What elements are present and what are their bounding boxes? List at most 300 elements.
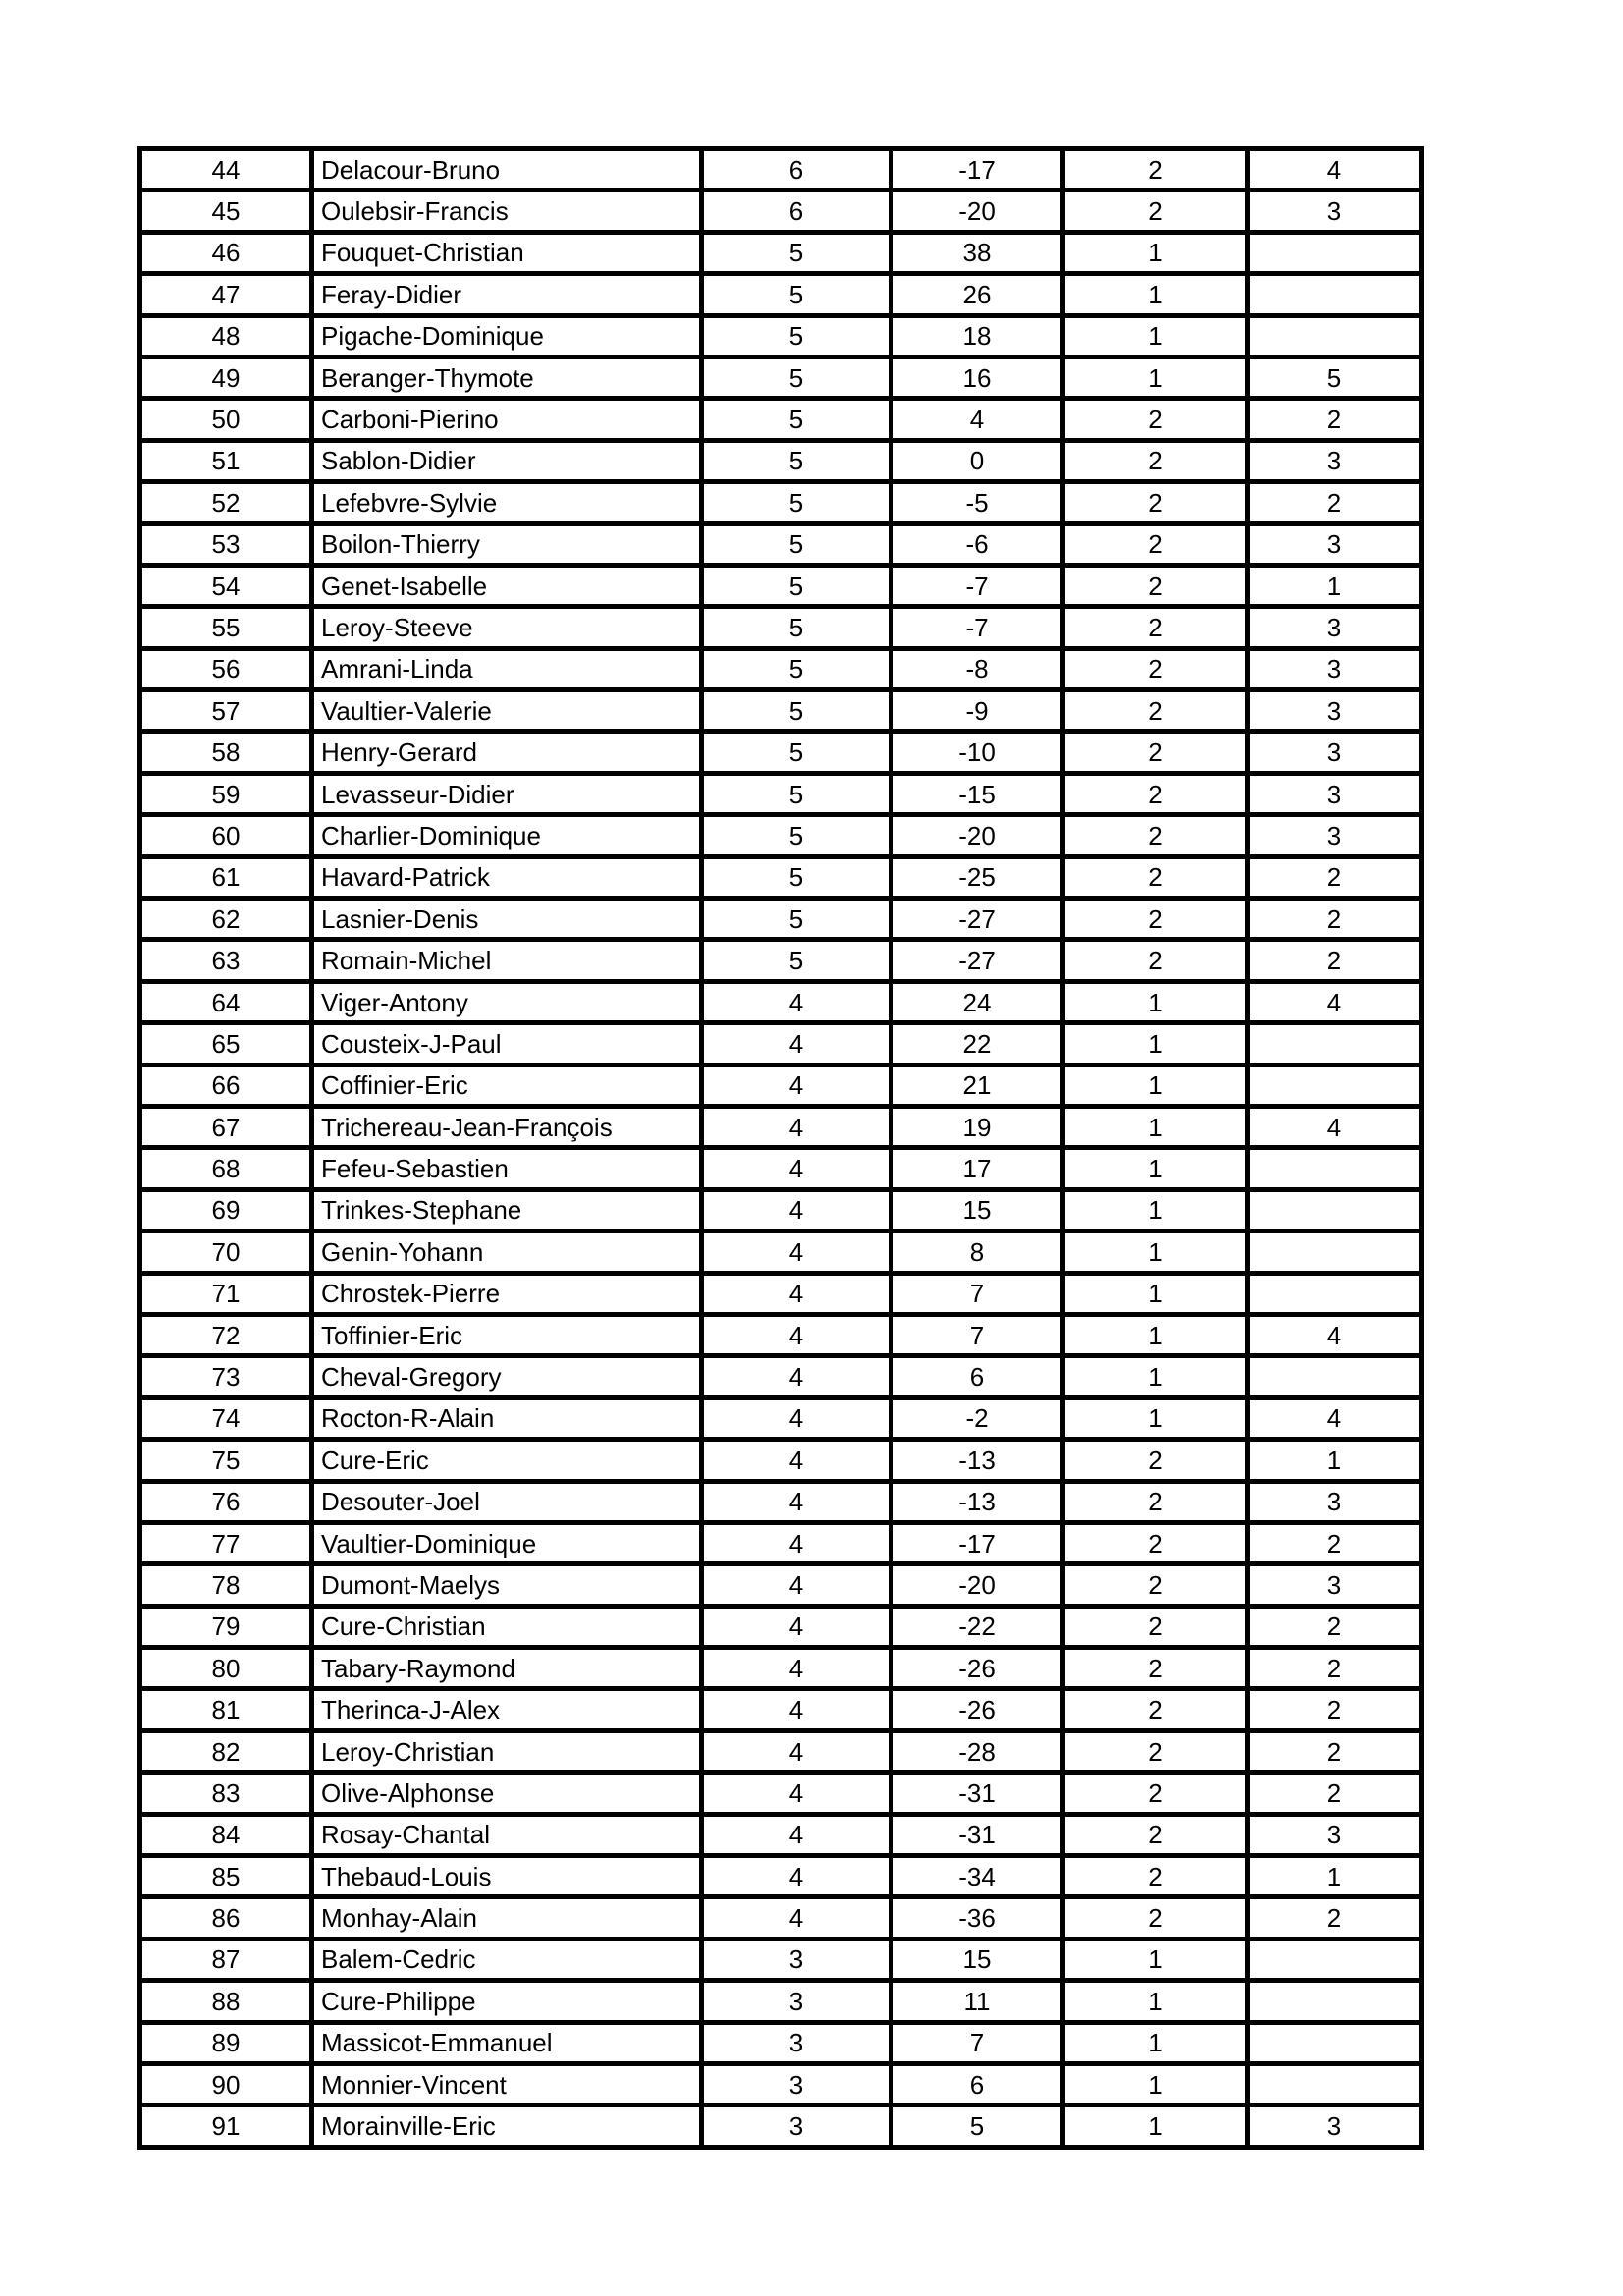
value-1-cell: 4 xyxy=(702,1522,892,1563)
value-1-cell: 5 xyxy=(702,899,892,940)
player-name-cell: Coffinier-Eric xyxy=(312,1065,702,1106)
value-4-cell: 3 xyxy=(1248,815,1422,856)
value-4-cell: 2 xyxy=(1248,1522,1422,1563)
value-3-cell: 2 xyxy=(1063,1606,1248,1647)
value-3-cell: 1 xyxy=(1063,1023,1248,1065)
rank-cell: 50 xyxy=(140,399,312,440)
value-1-cell: 4 xyxy=(702,1106,892,1147)
value-2-cell: -20 xyxy=(892,815,1063,856)
table-row xyxy=(140,1606,1422,1647)
player-name-cell: Vaultier-Dominique xyxy=(312,1522,702,1563)
player-name-cell: Tabary-Raymond xyxy=(312,1648,702,1689)
rank-cell: 71 xyxy=(140,1273,312,1314)
value-4-cell: 1 xyxy=(1248,565,1422,606)
table-row xyxy=(140,1481,1422,1522)
rank-cell: 73 xyxy=(140,1356,312,1397)
value-1-cell: 3 xyxy=(702,2022,892,2063)
player-name-cell: Monhay-Alain xyxy=(312,1897,702,1939)
value-2-cell: 24 xyxy=(892,981,1063,1022)
value-2-cell: -36 xyxy=(892,1897,1063,1939)
table-row xyxy=(140,2105,1422,2147)
table-row xyxy=(140,940,1422,981)
table-row xyxy=(140,1023,1422,1065)
value-4-cell: 4 xyxy=(1248,1106,1422,1147)
player-name-cell: Oulebsir-Francis xyxy=(312,191,702,232)
value-1-cell: 5 xyxy=(702,356,892,398)
value-1-cell: 6 xyxy=(702,149,892,191)
value-3-cell: 1 xyxy=(1063,1273,1248,1314)
rank-cell: 52 xyxy=(140,482,312,523)
value-3-cell: 1 xyxy=(1063,1314,1248,1355)
table-row xyxy=(140,1314,1422,1355)
value-1-cell: 4 xyxy=(702,1231,892,1273)
player-name-cell: Thebaud-Louis xyxy=(312,1856,702,1897)
player-name-cell: Romain-Michel xyxy=(312,940,702,981)
value-2-cell: 6 xyxy=(892,1356,1063,1397)
player-name-cell: Cure-Christian xyxy=(312,1606,702,1647)
table-row xyxy=(140,2022,1422,2063)
value-1-cell: 5 xyxy=(702,773,892,814)
table-row xyxy=(140,523,1422,565)
value-4-cell: 2 xyxy=(1248,1689,1422,1730)
player-name-cell: Pigache-Dominique xyxy=(312,315,702,356)
value-4-cell: 2 xyxy=(1248,1648,1422,1689)
table-row xyxy=(140,440,1422,481)
value-3-cell: 1 xyxy=(1063,981,1248,1022)
value-2-cell: 15 xyxy=(892,1189,1063,1230)
value-2-cell: -22 xyxy=(892,1606,1063,1647)
rank-cell: 90 xyxy=(140,2063,312,2105)
player-name-cell: Trichereau-Jean-François xyxy=(312,1106,702,1147)
value-3-cell: 1 xyxy=(1063,2063,1248,2105)
value-3-cell: 2 xyxy=(1063,440,1248,481)
table-row xyxy=(140,232,1422,273)
value-2-cell: -2 xyxy=(892,1397,1063,1439)
value-2-cell: 7 xyxy=(892,2022,1063,2063)
rank-cell: 62 xyxy=(140,899,312,940)
value-4-cell xyxy=(1248,2063,1422,2105)
player-name-cell: Carboni-Pierino xyxy=(312,399,702,440)
table-row xyxy=(140,482,1422,523)
value-1-cell: 4 xyxy=(702,1897,892,1939)
value-3-cell: 2 xyxy=(1063,607,1248,648)
results-table xyxy=(137,146,1424,2150)
value-4-cell: 2 xyxy=(1248,899,1422,940)
value-3-cell: 1 xyxy=(1063,1189,1248,1230)
value-1-cell: 5 xyxy=(702,399,892,440)
value-4-cell xyxy=(1248,1939,1422,1980)
value-2-cell: 16 xyxy=(892,356,1063,398)
table-row xyxy=(140,1814,1422,1855)
value-1-cell: 5 xyxy=(702,856,892,898)
rank-cell: 61 xyxy=(140,856,312,898)
rank-cell: 75 xyxy=(140,1440,312,1481)
player-name-cell: Leroy-Christian xyxy=(312,1730,702,1772)
value-3-cell: 2 xyxy=(1063,940,1248,981)
player-name-cell: Therinca-J-Alex xyxy=(312,1689,702,1730)
rank-cell: 78 xyxy=(140,1564,312,1606)
value-2-cell: 38 xyxy=(892,232,1063,273)
player-name-cell: Chrostek-Pierre xyxy=(312,1273,702,1314)
value-3-cell: 2 xyxy=(1063,1730,1248,1772)
rank-cell: 64 xyxy=(140,981,312,1022)
value-2-cell: -25 xyxy=(892,856,1063,898)
value-4-cell: 4 xyxy=(1248,149,1422,191)
value-2-cell: -20 xyxy=(892,191,1063,232)
rank-cell: 49 xyxy=(140,356,312,398)
rank-cell: 68 xyxy=(140,1148,312,1189)
value-4-cell: 3 xyxy=(1248,440,1422,481)
value-2-cell: -7 xyxy=(892,607,1063,648)
value-3-cell: 2 xyxy=(1063,523,1248,565)
value-4-cell xyxy=(1248,1356,1422,1397)
value-2-cell: 21 xyxy=(892,1065,1063,1106)
rank-cell: 67 xyxy=(140,1106,312,1147)
value-4-cell: 3 xyxy=(1248,607,1422,648)
player-name-cell: Balem-Cedric xyxy=(312,1939,702,1980)
table-row xyxy=(140,1273,1422,1314)
player-name-cell: Boilon-Thierry xyxy=(312,523,702,565)
value-4-cell xyxy=(1248,274,1422,315)
table-row xyxy=(140,1189,1422,1230)
table-row xyxy=(140,1730,1422,1772)
rank-cell: 60 xyxy=(140,815,312,856)
rank-cell: 81 xyxy=(140,1689,312,1730)
player-name-cell: Cure-Philippe xyxy=(312,1981,702,2022)
rank-cell: 83 xyxy=(140,1773,312,1814)
value-3-cell: 2 xyxy=(1063,856,1248,898)
value-2-cell: -15 xyxy=(892,773,1063,814)
rank-cell: 56 xyxy=(140,648,312,689)
value-3-cell: 2 xyxy=(1063,565,1248,606)
table-row xyxy=(140,732,1422,773)
player-name-cell: Dumont-Maelys xyxy=(312,1564,702,1606)
player-name-cell: Cheval-Gregory xyxy=(312,1356,702,1397)
value-1-cell: 3 xyxy=(702,1981,892,2022)
table-row xyxy=(140,1773,1422,1814)
value-1-cell: 4 xyxy=(702,1440,892,1481)
value-2-cell: -31 xyxy=(892,1814,1063,1855)
player-name-cell: Amrani-Linda xyxy=(312,648,702,689)
value-4-cell: 2 xyxy=(1248,1897,1422,1939)
rank-cell: 65 xyxy=(140,1023,312,1065)
value-1-cell: 4 xyxy=(702,1564,892,1606)
value-3-cell: 1 xyxy=(1063,2105,1248,2147)
table-row xyxy=(140,648,1422,689)
value-4-cell: 3 xyxy=(1248,1564,1422,1606)
value-3-cell: 2 xyxy=(1063,1856,1248,1897)
value-2-cell: 26 xyxy=(892,274,1063,315)
value-2-cell: -20 xyxy=(892,1564,1063,1606)
value-2-cell: -10 xyxy=(892,732,1063,773)
table-row xyxy=(140,1440,1422,1481)
value-1-cell: 5 xyxy=(702,607,892,648)
rank-cell: 87 xyxy=(140,1939,312,1980)
rank-cell: 45 xyxy=(140,191,312,232)
player-name-cell: Charlier-Dominique xyxy=(312,815,702,856)
value-4-cell: 5 xyxy=(1248,356,1422,398)
value-2-cell: -34 xyxy=(892,1856,1063,1897)
value-4-cell: 3 xyxy=(1248,191,1422,232)
rank-cell: 74 xyxy=(140,1397,312,1439)
table-row xyxy=(140,899,1422,940)
value-1-cell: 5 xyxy=(702,274,892,315)
value-4-cell: 2 xyxy=(1248,856,1422,898)
player-name-cell: Olive-Alphonse xyxy=(312,1773,702,1814)
player-name-cell: Cousteix-J-Paul xyxy=(312,1023,702,1065)
value-3-cell: 2 xyxy=(1063,1522,1248,1563)
table-row xyxy=(140,815,1422,856)
value-1-cell: 4 xyxy=(702,1314,892,1355)
value-1-cell: 4 xyxy=(702,1648,892,1689)
value-1-cell: 4 xyxy=(702,1481,892,1522)
value-4-cell xyxy=(1248,1148,1422,1189)
value-1-cell: 3 xyxy=(702,2063,892,2105)
value-4-cell: 2 xyxy=(1248,482,1422,523)
value-3-cell: 2 xyxy=(1063,815,1248,856)
table-row xyxy=(140,1106,1422,1147)
value-3-cell: 2 xyxy=(1063,648,1248,689)
rank-cell: 84 xyxy=(140,1814,312,1855)
value-1-cell: 5 xyxy=(702,482,892,523)
player-name-cell: Fefeu-Sebastien xyxy=(312,1148,702,1189)
value-4-cell: 2 xyxy=(1248,1606,1422,1647)
value-2-cell: -17 xyxy=(892,1522,1063,1563)
value-1-cell: 4 xyxy=(702,1814,892,1855)
rank-cell: 86 xyxy=(140,1897,312,1939)
rank-cell: 85 xyxy=(140,1856,312,1897)
value-2-cell: -31 xyxy=(892,1773,1063,1814)
value-2-cell: -5 xyxy=(892,482,1063,523)
value-4-cell: 4 xyxy=(1248,1397,1422,1439)
value-2-cell: 7 xyxy=(892,1314,1063,1355)
rank-cell: 76 xyxy=(140,1481,312,1522)
table-row xyxy=(140,1564,1422,1606)
rank-cell: 70 xyxy=(140,1231,312,1273)
player-name-cell: Trinkes-Stephane xyxy=(312,1189,702,1230)
table-row xyxy=(140,1065,1422,1106)
table-row xyxy=(140,1148,1422,1189)
value-1-cell: 4 xyxy=(702,1689,892,1730)
value-3-cell: 1 xyxy=(1063,1148,1248,1189)
value-4-cell: 2 xyxy=(1248,940,1422,981)
value-2-cell: -26 xyxy=(892,1689,1063,1730)
value-2-cell: -27 xyxy=(892,899,1063,940)
value-4-cell: 3 xyxy=(1248,690,1422,732)
table-row xyxy=(140,1939,1422,1980)
value-1-cell: 5 xyxy=(702,732,892,773)
value-3-cell: 2 xyxy=(1063,1648,1248,1689)
player-name-cell: Levasseur-Didier xyxy=(312,773,702,814)
value-4-cell: 4 xyxy=(1248,1314,1422,1355)
value-2-cell: -9 xyxy=(892,690,1063,732)
value-3-cell: 2 xyxy=(1063,482,1248,523)
table-row xyxy=(140,981,1422,1022)
value-3-cell: 2 xyxy=(1063,899,1248,940)
player-name-cell: Henry-Gerard xyxy=(312,732,702,773)
table-row xyxy=(140,856,1422,898)
value-1-cell: 4 xyxy=(702,1273,892,1314)
player-name-cell: Sablon-Didier xyxy=(312,440,702,481)
value-2-cell: 19 xyxy=(892,1106,1063,1147)
value-3-cell: 2 xyxy=(1063,191,1248,232)
rank-cell: 51 xyxy=(140,440,312,481)
rank-cell: 55 xyxy=(140,607,312,648)
value-3-cell: 2 xyxy=(1063,1440,1248,1481)
table-row xyxy=(140,356,1422,398)
value-1-cell: 5 xyxy=(702,648,892,689)
value-1-cell: 5 xyxy=(702,940,892,981)
rank-cell: 79 xyxy=(140,1606,312,1647)
player-name-cell: Morainville-Eric xyxy=(312,2105,702,2147)
rank-cell: 44 xyxy=(140,149,312,191)
table-row xyxy=(140,191,1422,232)
player-name-cell: Massicot-Emmanuel xyxy=(312,2022,702,2063)
player-name-cell: Rocton-R-Alain xyxy=(312,1397,702,1439)
rank-cell: 53 xyxy=(140,523,312,565)
value-1-cell: 4 xyxy=(702,1023,892,1065)
value-3-cell: 1 xyxy=(1063,2022,1248,2063)
value-2-cell: 4 xyxy=(892,399,1063,440)
value-4-cell xyxy=(1248,1065,1422,1106)
table-row xyxy=(140,1981,1422,2022)
value-2-cell: 7 xyxy=(892,1273,1063,1314)
value-4-cell xyxy=(1248,1273,1422,1314)
value-1-cell: 4 xyxy=(702,1606,892,1647)
table-row xyxy=(140,2063,1422,2105)
table-row xyxy=(140,1648,1422,1689)
value-3-cell: 2 xyxy=(1063,1814,1248,1855)
value-3-cell: 2 xyxy=(1063,690,1248,732)
player-name-cell: Cure-Eric xyxy=(312,1440,702,1481)
value-4-cell: 3 xyxy=(1248,1814,1422,1855)
table-row xyxy=(140,1897,1422,1939)
player-name-cell: Genet-Isabelle xyxy=(312,565,702,606)
value-4-cell: 2 xyxy=(1248,1730,1422,1772)
value-2-cell: 11 xyxy=(892,1981,1063,2022)
value-4-cell: 3 xyxy=(1248,773,1422,814)
rank-cell: 58 xyxy=(140,732,312,773)
value-3-cell: 1 xyxy=(1063,356,1248,398)
value-2-cell: 18 xyxy=(892,315,1063,356)
value-4-cell: 3 xyxy=(1248,732,1422,773)
value-2-cell: -13 xyxy=(892,1481,1063,1522)
value-4-cell xyxy=(1248,1189,1422,1230)
value-2-cell: -26 xyxy=(892,1648,1063,1689)
value-2-cell: -27 xyxy=(892,940,1063,981)
table-row xyxy=(140,149,1422,191)
table-row xyxy=(140,274,1422,315)
rank-cell: 48 xyxy=(140,315,312,356)
value-3-cell: 1 xyxy=(1063,1231,1248,1273)
value-2-cell: 6 xyxy=(892,2063,1063,2105)
value-1-cell: 5 xyxy=(702,690,892,732)
value-3-cell: 1 xyxy=(1063,1981,1248,2022)
table-row xyxy=(140,565,1422,606)
value-4-cell xyxy=(1248,2022,1422,2063)
value-3-cell: 1 xyxy=(1063,232,1248,273)
rank-cell: 46 xyxy=(140,232,312,273)
rank-cell: 59 xyxy=(140,773,312,814)
value-4-cell: 3 xyxy=(1248,648,1422,689)
player-name-cell: Vaultier-Valerie xyxy=(312,690,702,732)
value-4-cell xyxy=(1248,315,1422,356)
rank-cell: 88 xyxy=(140,1981,312,2022)
value-1-cell: 4 xyxy=(702,1856,892,1897)
player-name-cell: Delacour-Bruno xyxy=(312,149,702,191)
value-2-cell: 8 xyxy=(892,1231,1063,1273)
value-4-cell xyxy=(1248,1981,1422,2022)
value-3-cell: 2 xyxy=(1063,1897,1248,1939)
value-2-cell: -17 xyxy=(892,149,1063,191)
value-1-cell: 5 xyxy=(702,315,892,356)
results-table-body xyxy=(140,149,1422,2148)
player-name-cell: Desouter-Joel xyxy=(312,1481,702,1522)
document-page xyxy=(137,146,1424,2150)
value-4-cell: 3 xyxy=(1248,2105,1422,2147)
rank-cell: 82 xyxy=(140,1730,312,1772)
value-4-cell: 3 xyxy=(1248,1481,1422,1522)
value-4-cell: 3 xyxy=(1248,523,1422,565)
value-3-cell: 1 xyxy=(1063,1065,1248,1106)
value-2-cell: 17 xyxy=(892,1148,1063,1189)
value-4-cell xyxy=(1248,232,1422,273)
rank-cell: 47 xyxy=(140,274,312,315)
player-name-cell: Beranger-Thymote xyxy=(312,356,702,398)
rank-cell: 69 xyxy=(140,1189,312,1230)
value-2-cell: -7 xyxy=(892,565,1063,606)
value-1-cell: 5 xyxy=(702,565,892,606)
value-3-cell: 2 xyxy=(1063,1481,1248,1522)
value-3-cell: 1 xyxy=(1063,1397,1248,1439)
value-1-cell: 4 xyxy=(702,981,892,1022)
player-name-cell: Monnier-Vincent xyxy=(312,2063,702,2105)
value-3-cell: 1 xyxy=(1063,315,1248,356)
value-1-cell: 5 xyxy=(702,440,892,481)
value-3-cell: 2 xyxy=(1063,149,1248,191)
player-name-cell: Lefebvre-Sylvie xyxy=(312,482,702,523)
value-2-cell: -28 xyxy=(892,1730,1063,1772)
value-1-cell: 4 xyxy=(702,1356,892,1397)
value-3-cell: 1 xyxy=(1063,1939,1248,1980)
value-2-cell: 22 xyxy=(892,1023,1063,1065)
value-2-cell: 5 xyxy=(892,2105,1063,2147)
player-name-cell: Leroy-Steeve xyxy=(312,607,702,648)
table-row xyxy=(140,690,1422,732)
table-row xyxy=(140,1856,1422,1897)
rank-cell: 91 xyxy=(140,2105,312,2147)
rank-cell: 66 xyxy=(140,1065,312,1106)
value-4-cell xyxy=(1248,1231,1422,1273)
table-row xyxy=(140,607,1422,648)
table-row xyxy=(140,1356,1422,1397)
value-1-cell: 4 xyxy=(702,1065,892,1106)
value-2-cell: 15 xyxy=(892,1939,1063,1980)
player-name-cell: Havard-Patrick xyxy=(312,856,702,898)
value-4-cell: 2 xyxy=(1248,1773,1422,1814)
player-name-cell: Fouquet-Christian xyxy=(312,232,702,273)
value-4-cell: 1 xyxy=(1248,1856,1422,1897)
value-3-cell: 2 xyxy=(1063,399,1248,440)
rank-cell: 89 xyxy=(140,2022,312,2063)
value-3-cell: 2 xyxy=(1063,1564,1248,1606)
value-1-cell: 4 xyxy=(702,1730,892,1772)
player-name-cell: Rosay-Chantal xyxy=(312,1814,702,1855)
player-name-cell: Viger-Antony xyxy=(312,981,702,1022)
value-3-cell: 1 xyxy=(1063,1106,1248,1147)
value-1-cell: 4 xyxy=(702,1189,892,1230)
table-row xyxy=(140,399,1422,440)
